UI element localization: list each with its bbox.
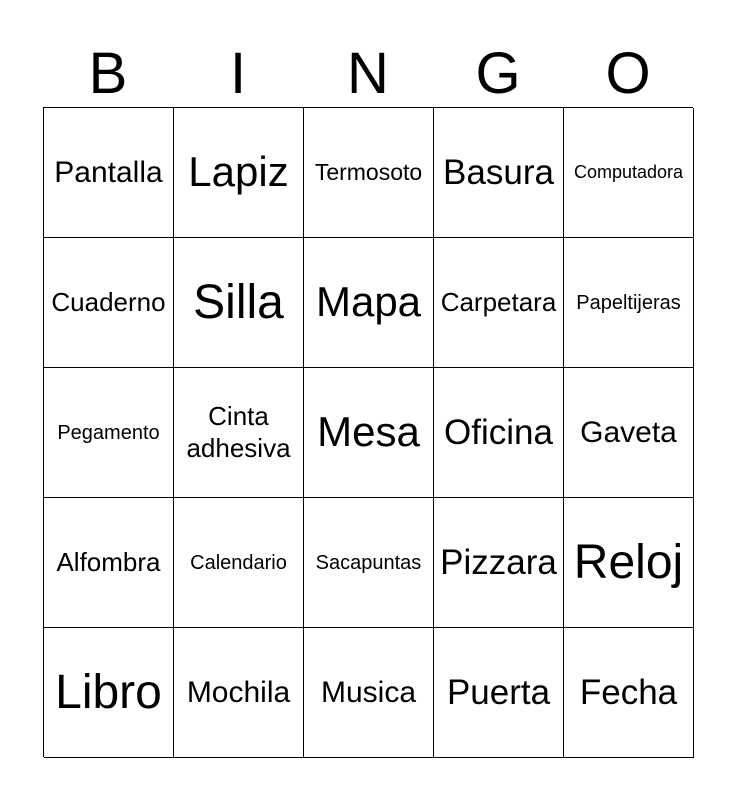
bingo-cell: Mapa <box>304 238 434 368</box>
header-letter-n: N <box>347 41 389 106</box>
header-letter-b: B <box>88 41 128 106</box>
bingo-cell: Mochila <box>174 628 304 758</box>
bingo-cell: Puerta <box>434 628 564 758</box>
bingo-cell: Cinta adhesiva <box>174 368 304 498</box>
bingo-cell: Oficina <box>434 368 564 498</box>
bingo-board <box>43 107 693 757</box>
bingo-cell: Carpetara <box>434 238 564 368</box>
bingo-cell: Pegamento <box>44 368 174 498</box>
header-letter-o: O <box>605 41 651 106</box>
bingo-cell: Pantalla <box>44 108 174 238</box>
bingo-cell: Alfombra <box>44 498 174 628</box>
bingo-cell: Termosoto <box>304 108 434 238</box>
bingo-cell: Gaveta <box>564 368 694 498</box>
bingo-cell: Silla <box>174 238 304 368</box>
bingo-cell: Lapiz <box>174 108 304 238</box>
bingo-cell: Cuaderno <box>44 238 174 368</box>
bingo-cell: Musica <box>304 628 434 758</box>
bingo-cell: Libro <box>44 628 174 758</box>
bingo-cell: Basura <box>434 108 564 238</box>
bingo-cell: Pizzara <box>434 498 564 628</box>
bingo-header <box>43 40 693 108</box>
bingo-cell: Sacapuntas <box>304 498 434 628</box>
bingo-cell: Fecha <box>564 628 694 758</box>
bingo-cell: Papeltijeras <box>564 238 694 368</box>
header-letter-g: G <box>475 41 521 106</box>
bingo-cell: Calendario <box>174 498 304 628</box>
bingo-cell: Computadora <box>564 108 694 238</box>
bingo-cell: Mesa <box>304 368 434 498</box>
bingo-cell: Reloj <box>564 498 694 628</box>
header-letter-i: I <box>229 41 247 106</box>
